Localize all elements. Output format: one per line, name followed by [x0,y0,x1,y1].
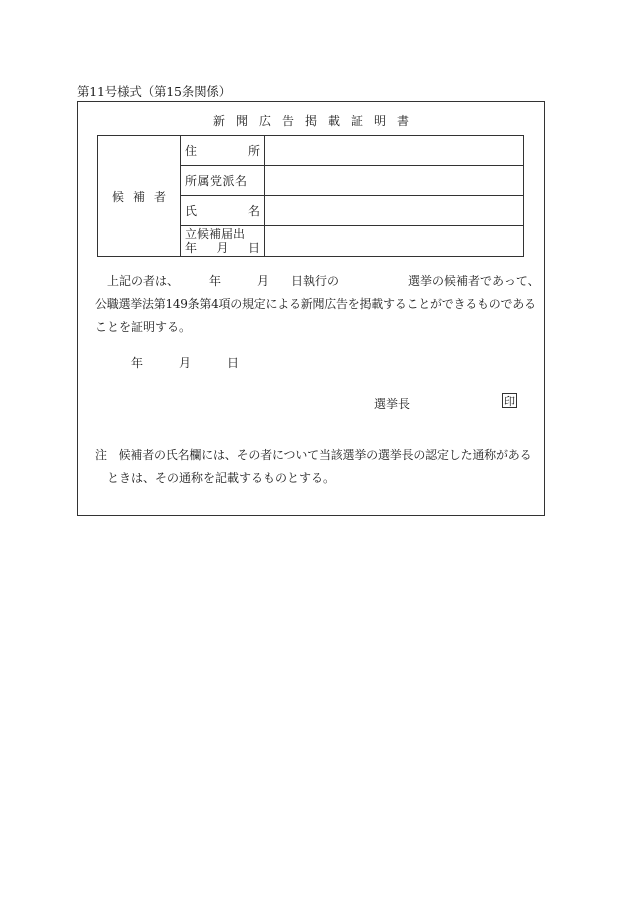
seal-mark: 印 [504,395,515,408]
body-month: 月 [257,274,270,288]
note-line2: ときは、その通称を記載するものとする。 [107,471,336,485]
party-field[interactable] [265,166,524,196]
form-number: 第11号様式（第15条関係） [77,84,232,99]
body-election-suffix: 選挙の候補者であって、 [408,274,540,288]
note-line1: 注 候補者の氏名欄には、その者について当該選挙の選挙長の認定した通称がある [95,448,532,462]
body-line3: ことを証明する。 [95,320,192,334]
name-label [181,196,265,226]
filing-date-label-line2 [185,241,260,255]
filing-date-field[interactable] [265,226,524,257]
party-label-text: 所属党派名 [185,174,248,188]
address-label [181,136,265,166]
name-label-part1: 氏 [185,204,198,218]
address-field[interactable] [265,136,524,166]
certificate-frame [77,101,545,516]
address-label-part2: 所 [247,144,260,158]
body-year: 年 [209,274,222,288]
date-year: 年 [131,356,144,370]
body-day-exec: 日執行の [291,274,340,288]
filing-year-label: 年 [185,241,198,255]
filing-month-label: 月 [216,241,229,255]
body-prefix: 上記の者は、 [107,274,180,288]
filing-day-label: 日 [247,241,260,255]
filing-date-label [181,226,265,257]
name-field[interactable] [265,196,524,226]
body-line2: 公職選挙法第149条第4項の規定による新聞広告を掲載することができるものである [95,297,536,311]
document-title: 新聞広告掲載証明書 [212,114,420,128]
name-label-part2: 名 [247,204,260,218]
filing-date-label-line1: 立候補届出 [185,227,246,241]
address-label-part1: 住 [185,144,198,158]
election-chief-label: 選挙長 [374,397,411,411]
date-day: 日 [227,356,240,370]
party-label [181,166,265,196]
candidate-label: 候補者 [98,136,181,257]
candidate-table [97,135,524,257]
table-row [98,136,524,166]
date-month: 月 [179,356,192,370]
